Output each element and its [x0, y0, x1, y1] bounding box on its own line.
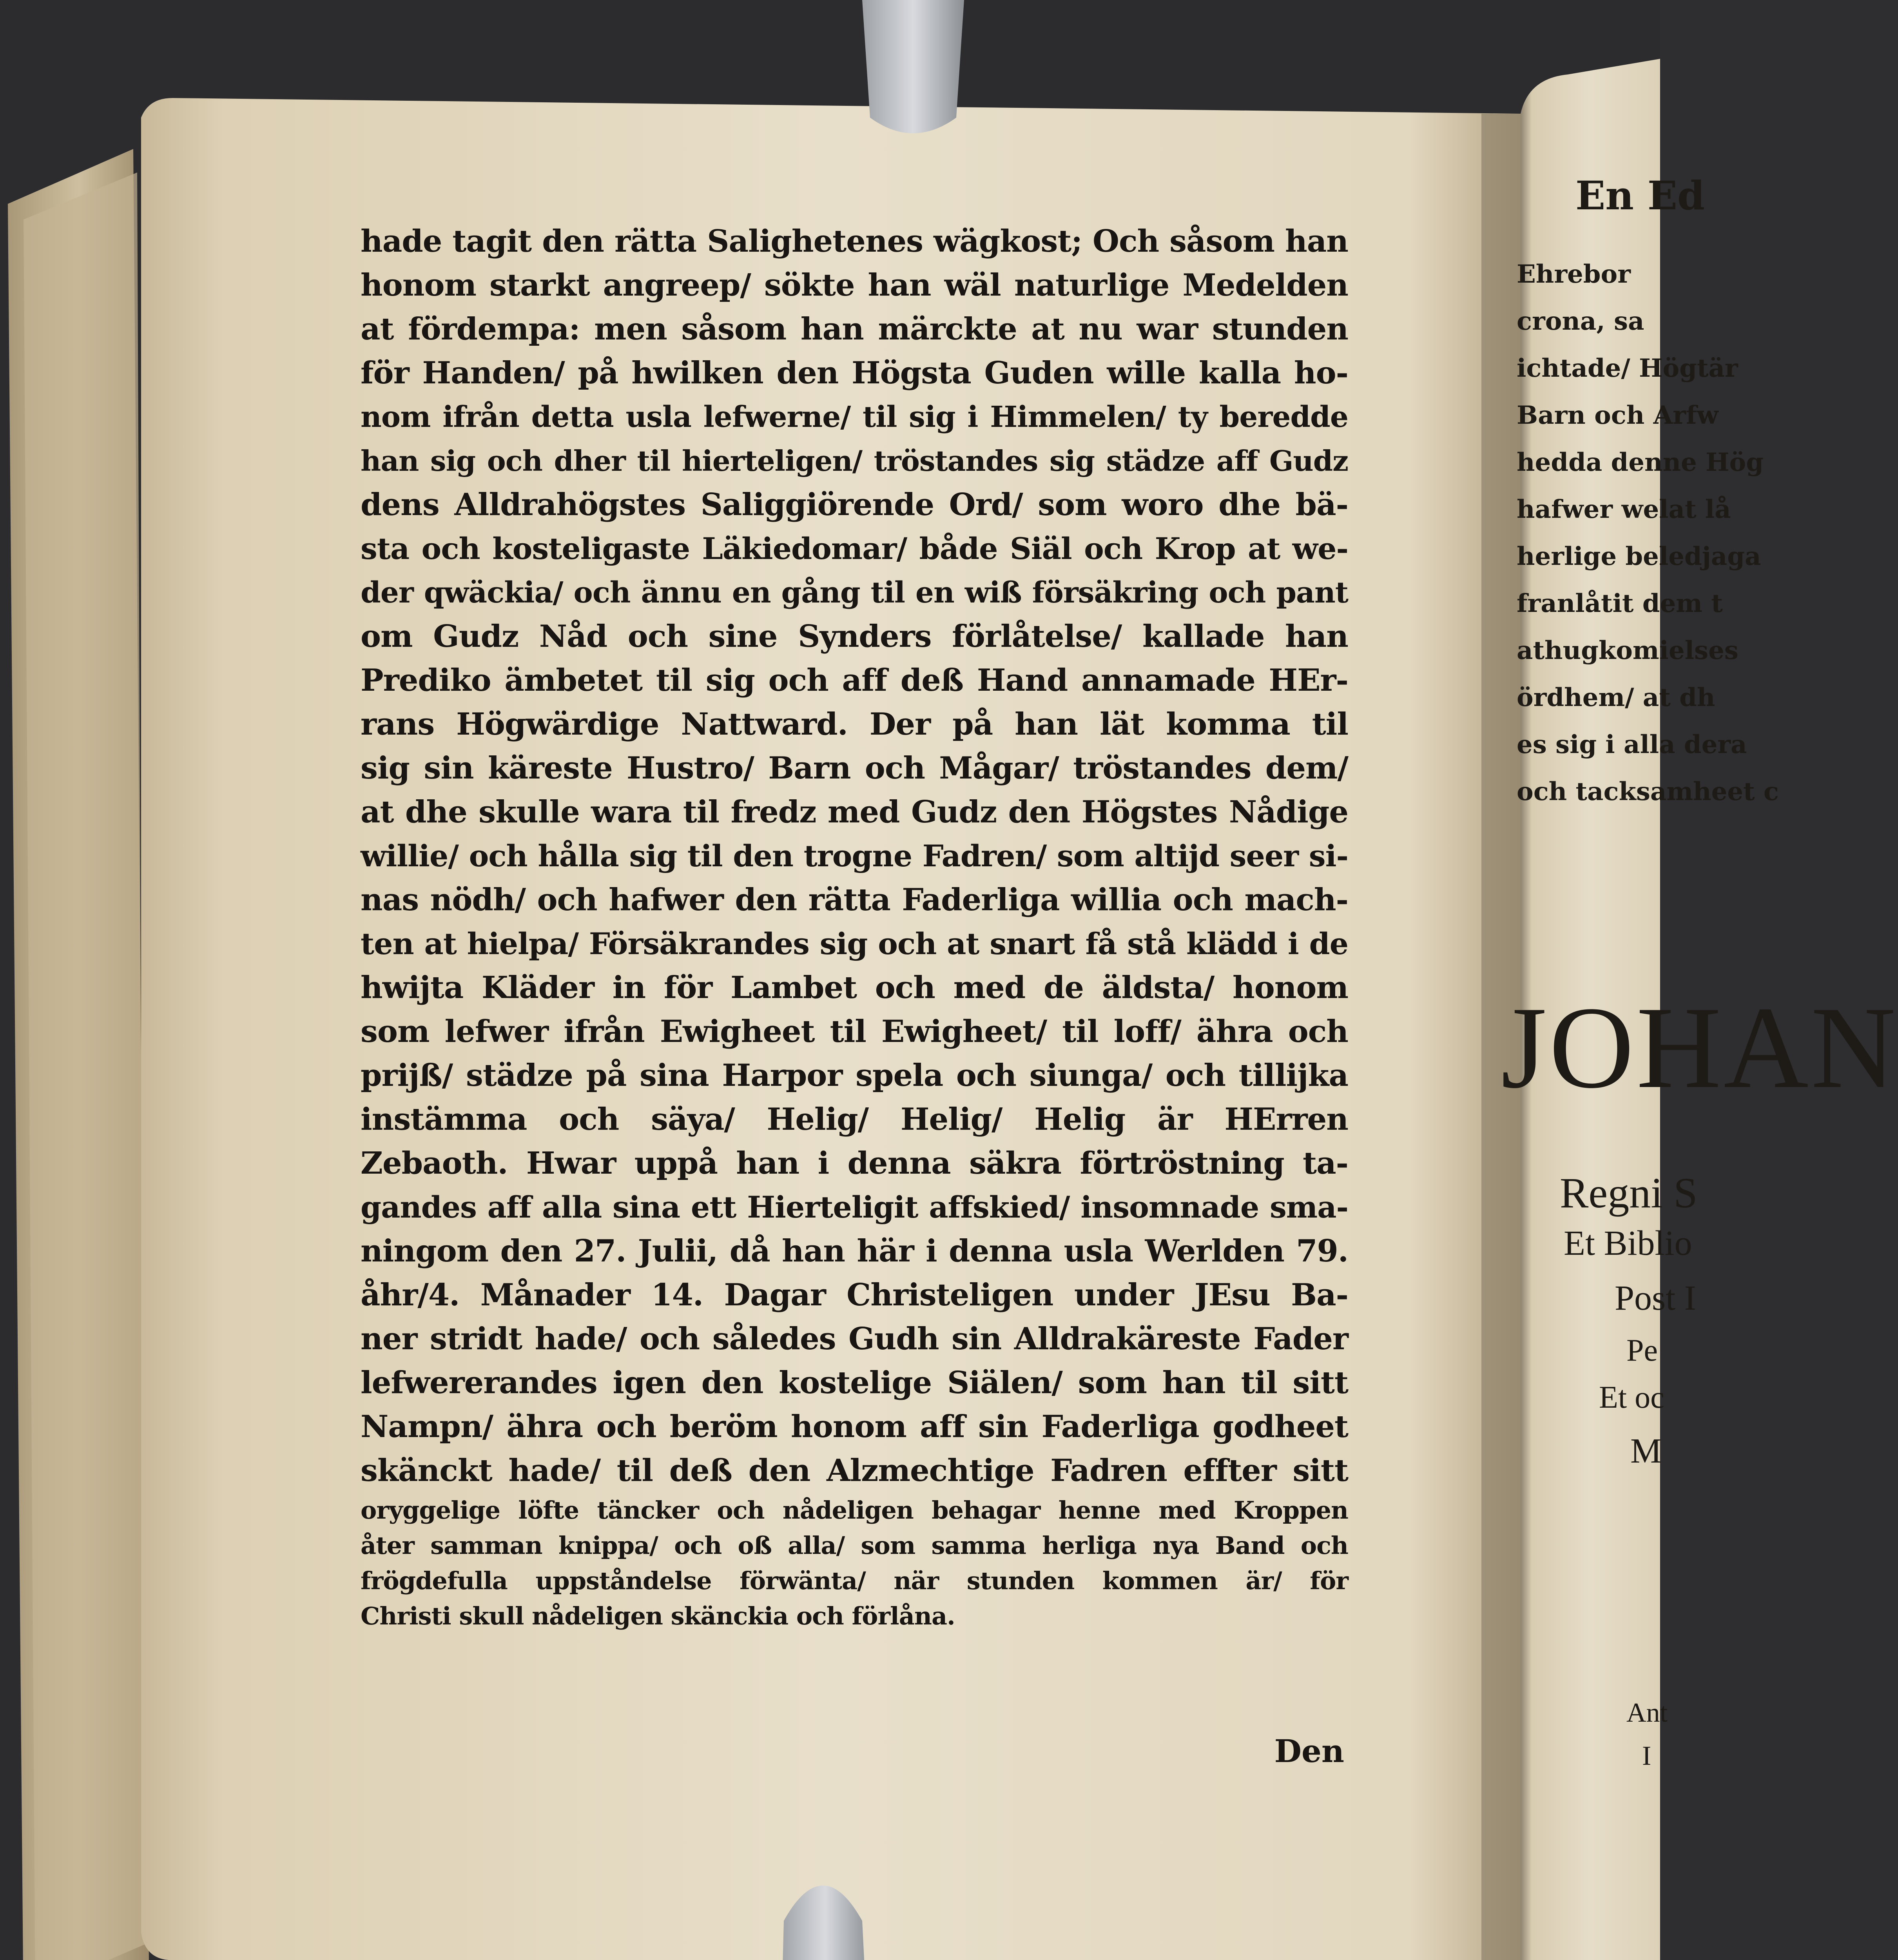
text-line: han sig och dher til hierteligen/ tröstandes sig städze aff Gudz: [361, 444, 1348, 477]
text-line: gandes aff alla sina ett Hierteligit affskied/ insomnade sma-: [361, 1190, 1348, 1225]
right-page-sub-line: Regni S: [1560, 1169, 1698, 1217]
small-text-line: frögdefulla uppståndelse förwänta/ när stunden kommen är/ för: [361, 1566, 1348, 1595]
small-text-line: oryggelige löfte täncker och nådeligen behagar henne med Kroppen: [361, 1496, 1348, 1524]
right-text-line: Ehrebor: [1517, 260, 1631, 289]
text-line: willie/ och hålla sig til den trogne Fadren/ som altijd seer si-: [361, 838, 1348, 873]
text-line: Nampn/ ähra och beröm honom aff sin Faderliga godheet: [361, 1409, 1348, 1445]
text-line: hwijta Kläder in för Lambet och med de äldsta/ honom: [361, 970, 1348, 1005]
right-text-line: Barn och Arfw: [1517, 401, 1719, 430]
right-page-sub-line: Post I: [1615, 1279, 1696, 1318]
catchword: Den: [1274, 1733, 1344, 1769]
text-line: sig sin käreste Hustro/ Barn och Mågar/ tröstandes dem/: [361, 750, 1348, 786]
right-page-heading: En Ed: [1575, 172, 1705, 219]
text-line: nom ifrån detta usla lefwerne/ til sig i Himmelen/ ty beredde: [361, 400, 1348, 434]
text-line: sta och kosteligaste Läkiedomar/ både Siäl och Krop at we-: [361, 531, 1348, 566]
right-text-line: och tacksamheet c: [1517, 777, 1779, 806]
text-line: ten at hielpa/ Försäkrandes sig och at snart få stå klädd i de: [361, 926, 1348, 961]
text-line: skänckt hade/ til deß den Alzmechtige Fadren effter sitt: [361, 1453, 1348, 1488]
text-line: rans Högwärdige Nattward. Der på han lät komma til: [361, 706, 1348, 742]
text-line: instämma och säya/ Helig/ Helig/ Helig är HErren: [361, 1102, 1348, 1137]
text-line: lefwererandes igen den kostelige Siälen/ som han til sitt: [361, 1365, 1348, 1401]
right-text-line: franlåtit dem t: [1517, 589, 1723, 618]
small-text-line: åter samman knippa/ och oß alla/ som samma herliga nya Band och: [361, 1531, 1348, 1560]
left-page-text: [361, 220, 1348, 1634]
text-line: hade tagit den rätta Salighetenes wägkost; Och såsom han: [361, 223, 1348, 259]
text-line: ner stridt hade/ och således Gudh sin Alldrakäreste Fader: [361, 1321, 1348, 1357]
right-text-line: ichtade/ Högtär: [1517, 354, 1738, 383]
text-line: dens Alldrahögstes Saliggiörende Ord/ som woro dhe bä-: [361, 487, 1348, 523]
right-text-line: athugkomielses: [1517, 636, 1738, 665]
right-page-text: [1517, 251, 1779, 815]
text-line: honom starkt angreep/ sökte han wäl naturlige Medelden: [361, 267, 1348, 303]
small-text-line: Christi skull nådeligen skänckia och förlåna.: [361, 1602, 955, 1630]
text-line: för Handen/ på hwilken den Högsta Guden wille kalla ho-: [361, 355, 1348, 391]
right-page-bottom-line: I: [1642, 1741, 1651, 1771]
right-page-bottom-line: Ant: [1626, 1698, 1668, 1728]
right-text-line: herlige beledjaga: [1517, 542, 1761, 571]
text-line: Prediko ämbetet til sig och aff deß Hand annamade HEr-: [361, 662, 1348, 698]
right-page-sub-line: Et oc: [1599, 1380, 1664, 1415]
right-page-sub-line: Pe: [1626, 1333, 1658, 1368]
text-line: at fördempa: men såsom han märckte at nu war stunden: [361, 311, 1348, 347]
text-line: om Gudz Nåd och sine Synders förlåtelse/ kallade han: [361, 619, 1348, 654]
text-line: Zebaoth. Hwar uppå han i denna säkra förtröstning ta-: [361, 1145, 1348, 1181]
right-text-line: crona, sa: [1517, 307, 1644, 336]
text-line: åhr/4. Månader 14. Dagar Christeligen under JEsu Ba-: [361, 1277, 1348, 1313]
text-line: som lefwer ifrån Ewigheet til Ewigheet/ til loff/ ähra och: [361, 1014, 1348, 1049]
right-text-line: ördhem/ at dh: [1517, 683, 1715, 712]
right-page-sub-line: Et Biblio: [1564, 1224, 1692, 1263]
right-page-title: JOHAN: [1501, 982, 1898, 1112]
text-line: at dhe skulle wara til fredz med Gudz den Högstes Nådige: [361, 794, 1348, 830]
text-line: ningom den 27. Julii, då han här i denna usla Werlden 79.: [361, 1233, 1348, 1269]
text-line: prijß/ städze på sina Harpor spela och siunga/ och tillijka: [361, 1058, 1348, 1093]
right-page-sub-line: M: [1630, 1432, 1662, 1470]
text-line: der qwäckia/ och ännu en gång til en wiß försäkring och pant: [361, 576, 1348, 610]
right-text-line: hedda denne Hög: [1517, 448, 1764, 477]
text-line: nas nödh/ och hafwer den rätta Faderliga willia och mach-: [361, 882, 1348, 918]
right-text-line: es sig i alla dera: [1517, 730, 1747, 759]
right-text-line: hafwer welat lå: [1517, 495, 1731, 524]
